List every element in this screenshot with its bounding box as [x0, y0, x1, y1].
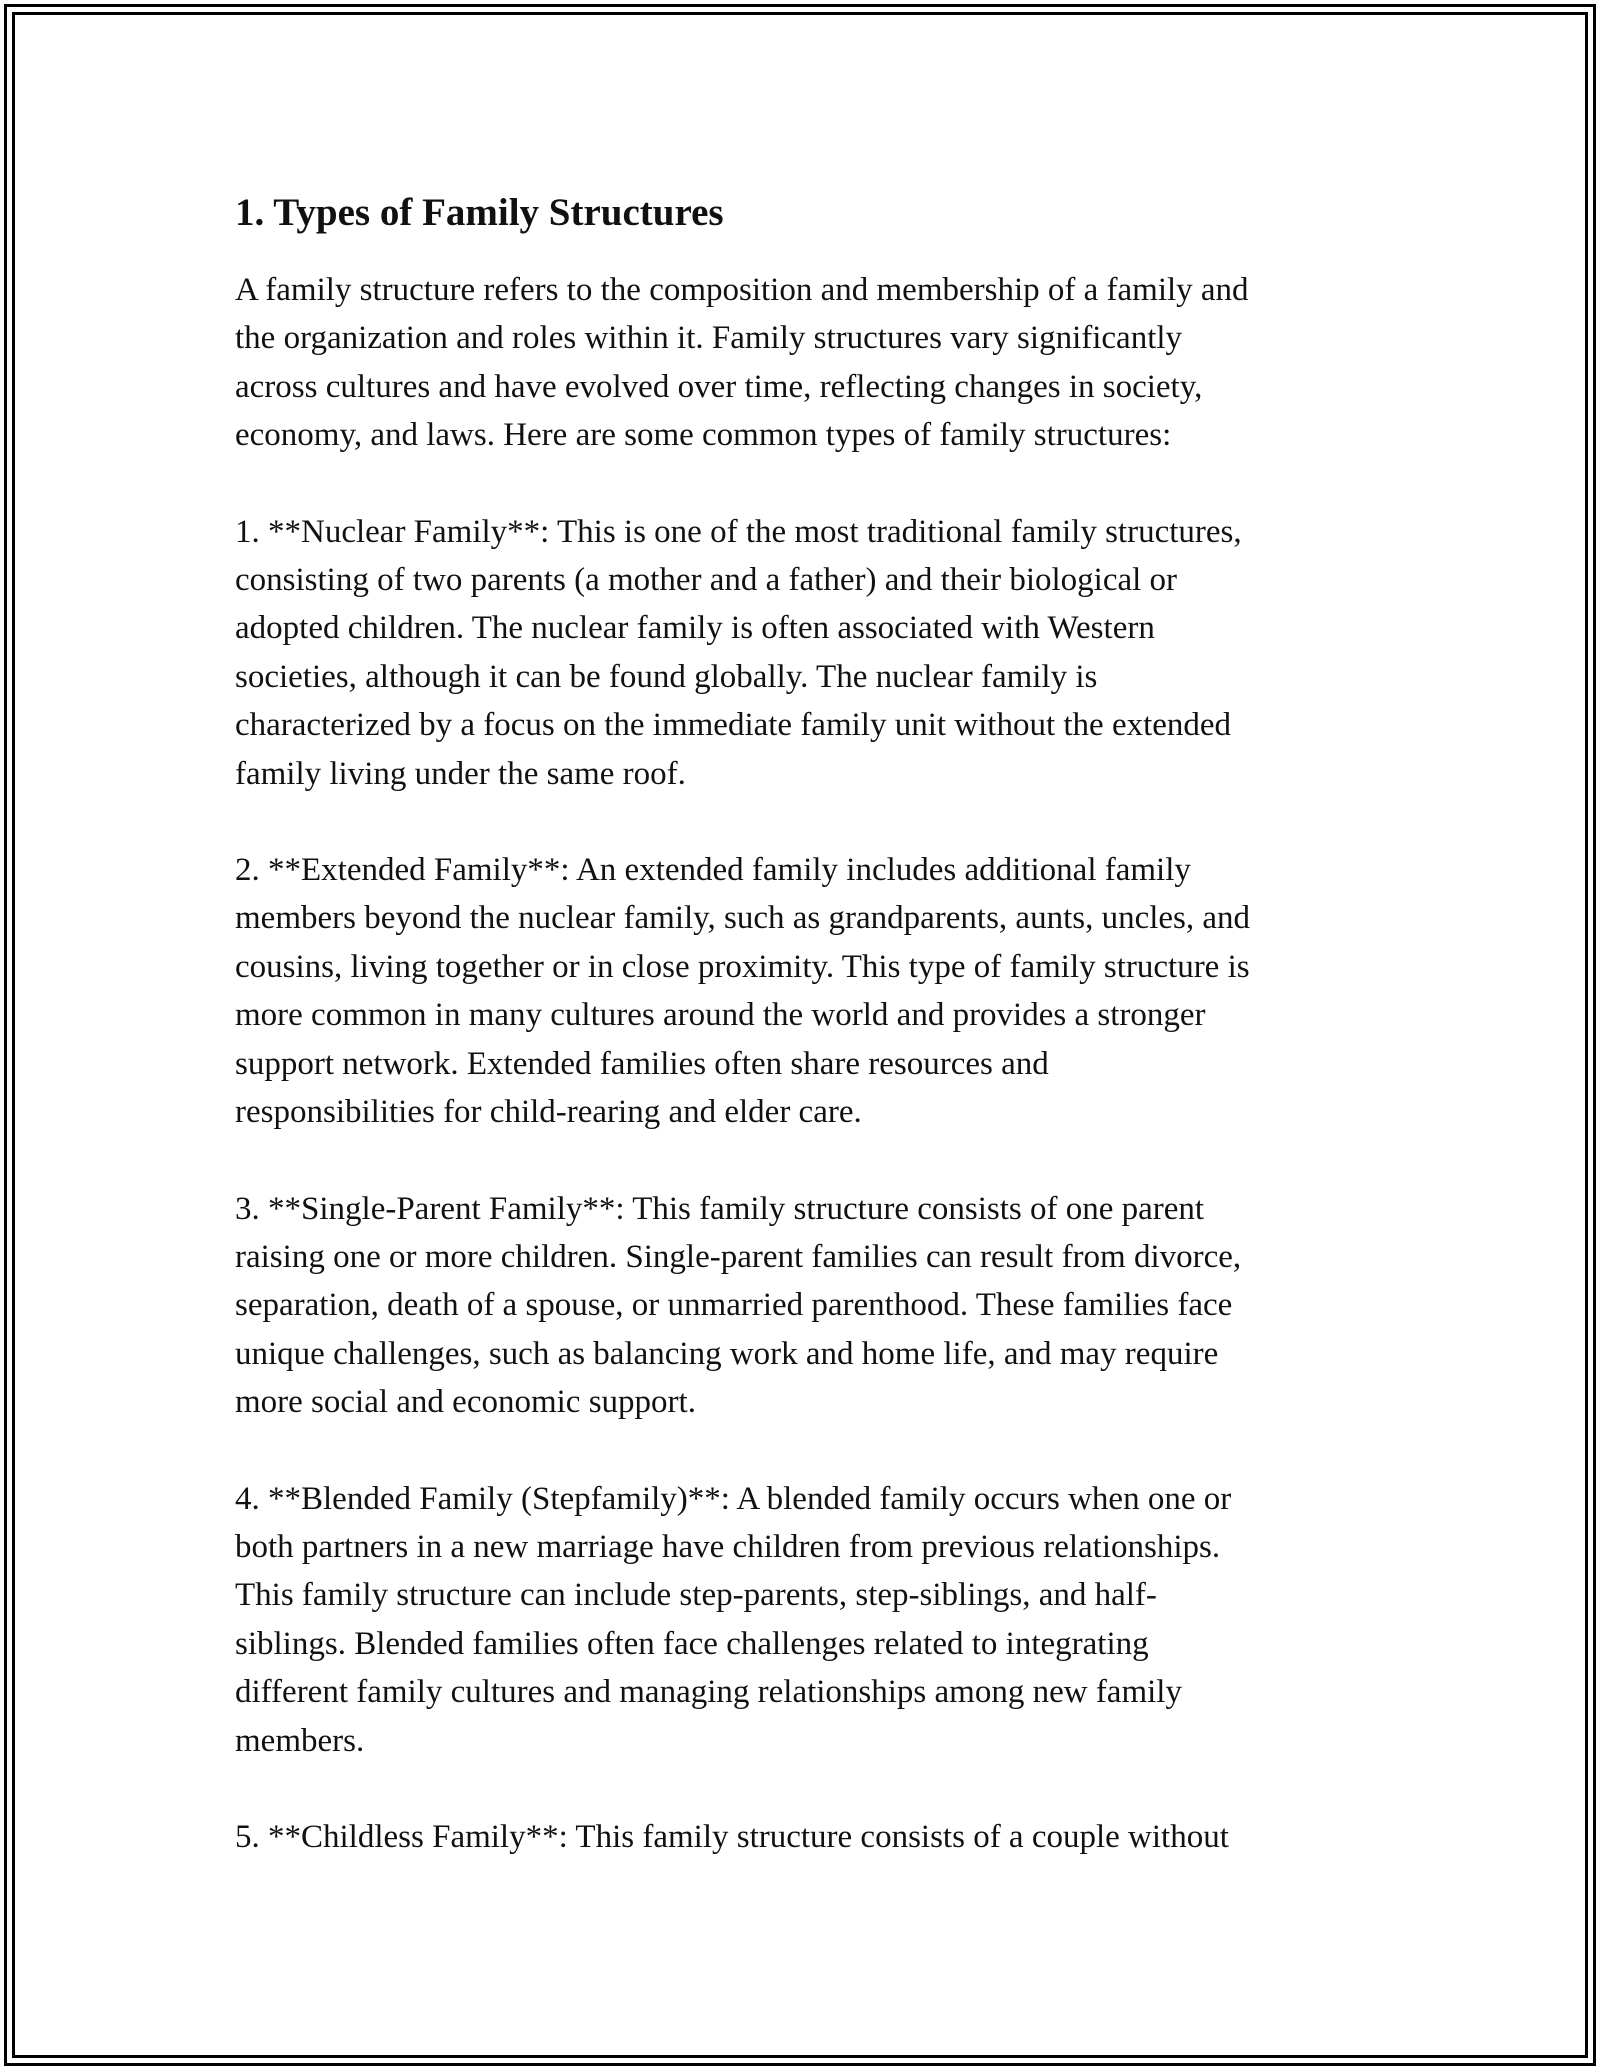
- blended-family-paragraph: 4. **Blended Family (Stepfamily)**: A blended family occurs when one or both partners in a new marriage have children from previous relationships. This family structure can include step-parents, step-siblings, and half- siblings. Blended families often face challenges related to integrating different family cultures and managing relationships among new family members.: [235, 1480, 1232, 1759]
- document-body: [235, 188, 1385, 1909]
- extended-family-paragraph: 2. **Extended Family**: An extended family includes additional family members beyond the nuclear family, such as grandparents, aunts, uncles, and cousins, living together or in close proximity. This type of family structure is more common in many cultures around the world and provides a stronger support network. Extended families often share resources and responsibilities for child-rearing and elder care.: [235, 852, 1251, 1131]
- nuclear-family-paragraph: 1. **Nuclear Family**: This is one of the most traditional family structures, consisting of two parents (a mother and a father) and their biological or adopted children. The nuclear family is often associated with Western societies, although it can be found globally. The nuclear family is characterized by a focus on the immediate family unit without the extended family living under the same roof.: [235, 513, 1242, 792]
- intro-paragraph: A family structure refers to the composition and membership of a family and the organization and roles within it. Family structures vary significantly across cultures and have evolved over time, reflecting changes in society, economy, and laws. Here are some common types of family structures:: [235, 272, 1249, 454]
- single-parent-family-paragraph: 3. **Single-Parent Family**: This family structure consists of one parent raising one or more children. Single-parent families can result from divorce, separation, death of a spouse, or unmarried parenthood. These families face unique challenges, such as balancing work and home life, and may require more social and economic support.: [235, 1190, 1242, 1421]
- section-title: 1. Types of Family Structures: [235, 191, 724, 234]
- childless-family-paragraph: 5. **Childless Family**: This family structure consists of a couple without: [235, 1818, 1229, 1855]
